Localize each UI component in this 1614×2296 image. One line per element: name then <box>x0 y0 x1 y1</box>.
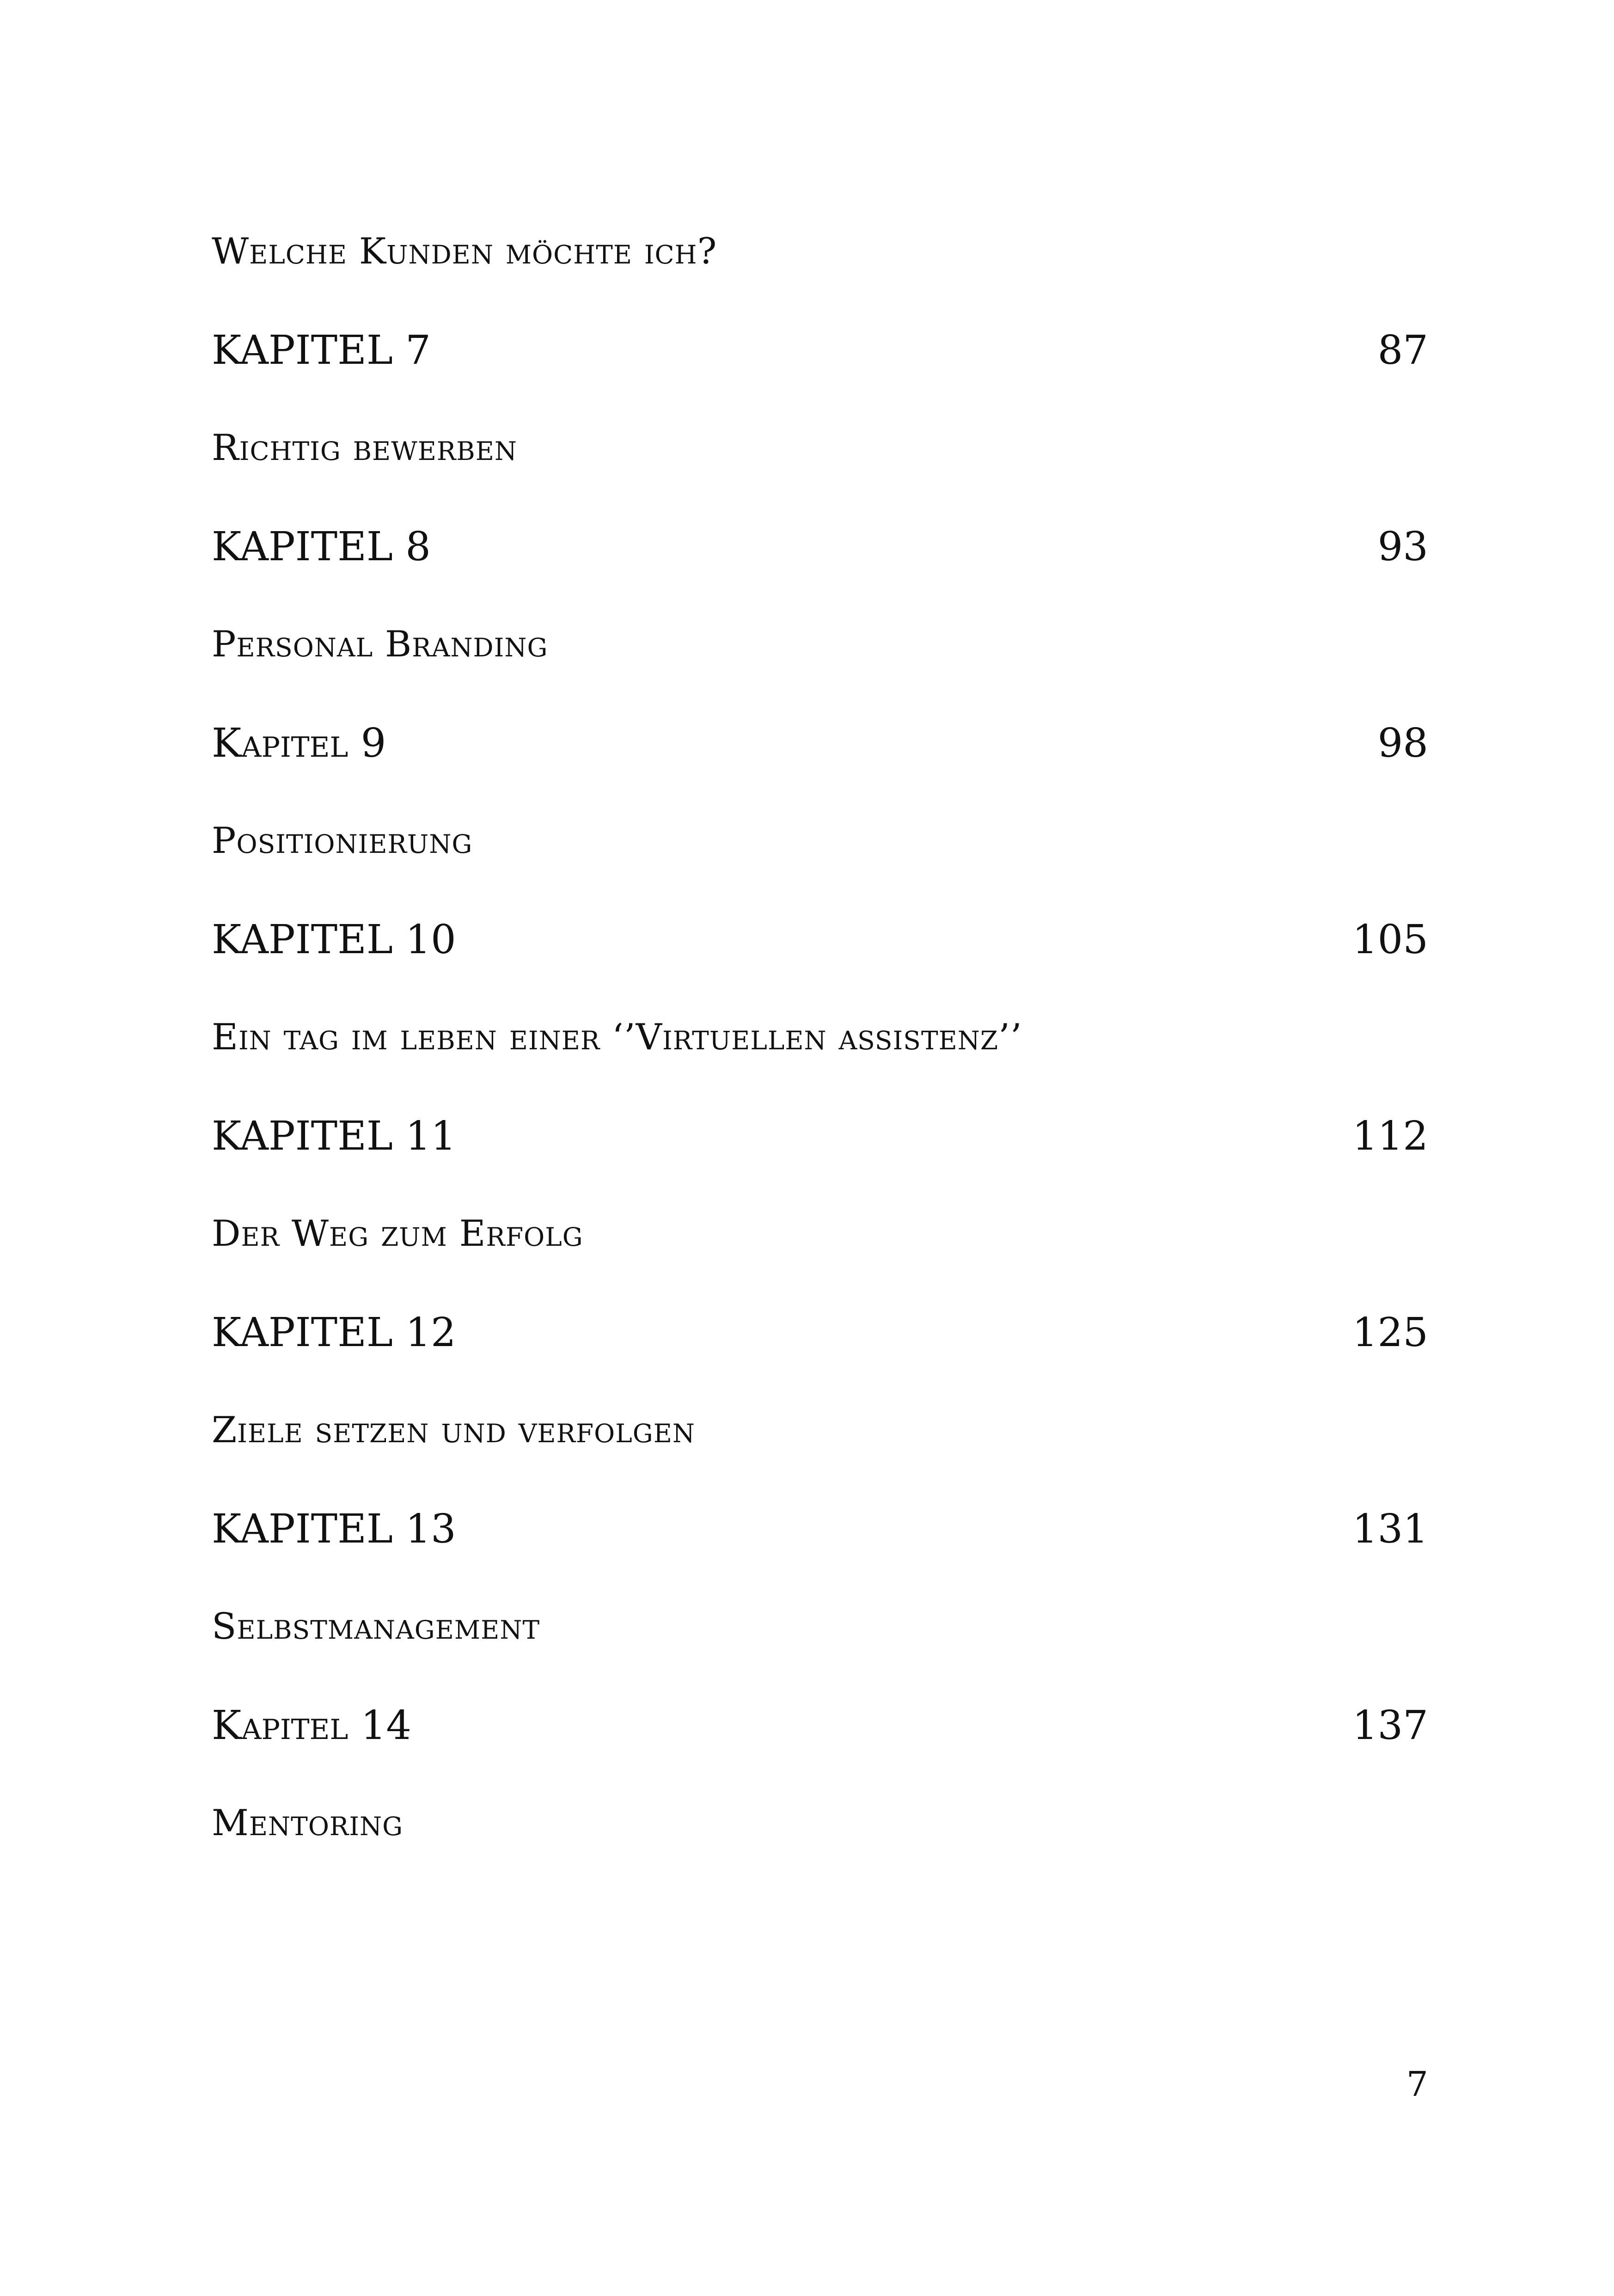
toc-page-number: 112 <box>1352 1113 1428 1159</box>
toc-subtitle-label: Richtig bewerben <box>212 427 517 469</box>
toc-subtitle-label: Positionierung <box>212 820 473 862</box>
toc-subtitle-label: Selbstmanagement <box>212 1606 540 1647</box>
toc-subtitle-label: Der Weg zum Erfolg <box>212 1213 583 1255</box>
toc-chapter-entry[interactable] <box>212 917 1428 963</box>
toc-subtitle <box>212 427 1428 469</box>
toc-chapter-entry[interactable] <box>212 720 1428 766</box>
toc-subtitle <box>212 820 1428 862</box>
toc-page-number: 105 <box>1352 917 1428 963</box>
toc-subtitle <box>212 1802 1428 1844</box>
toc-page-number: 125 <box>1352 1310 1428 1356</box>
toc-page-number: 137 <box>1352 1702 1428 1749</box>
toc-chapter-entry[interactable] <box>212 1113 1428 1159</box>
table-of-contents <box>212 0 1428 2296</box>
toc-chapter-label: KAPITEL 10 <box>212 917 456 963</box>
toc-subtitle <box>212 624 1428 665</box>
toc-page-number: 87 <box>1377 327 1428 373</box>
toc-chapter-label: Kapitel 14 <box>212 1702 412 1749</box>
toc-chapter-entry[interactable] <box>212 1702 1428 1749</box>
toc-chapter-label: Kapitel 9 <box>212 720 386 766</box>
toc-chapter-label: KAPITEL 7 <box>212 327 431 373</box>
toc-page-number: 98 <box>1377 720 1428 766</box>
toc-chapter-entry[interactable] <box>212 1506 1428 1552</box>
toc-chapter-label: KAPITEL 8 <box>212 524 431 570</box>
toc-subtitle <box>212 1409 1428 1451</box>
toc-chapter-entry[interactable] <box>212 327 1428 373</box>
toc-subtitle-label: Ziele setzen und verfolgen <box>212 1409 695 1451</box>
toc-chapter-label: KAPITEL 12 <box>212 1310 456 1356</box>
toc-subtitle-label: Mentoring <box>212 1802 404 1844</box>
toc-subtitle <box>212 231 1428 272</box>
toc-subtitle-label: Personal Branding <box>212 624 548 665</box>
toc-chapter-label: KAPITEL 13 <box>212 1506 456 1552</box>
toc-subtitle-label: Welche Kunden möchte ich? <box>212 231 717 272</box>
toc-subtitle <box>212 1016 1428 1058</box>
toc-page-number: 93 <box>1377 524 1428 570</box>
toc-chapter-entry[interactable] <box>212 1310 1428 1356</box>
page-number-footer: 7 <box>1406 2064 1428 2104</box>
toc-chapter-entry[interactable] <box>212 524 1428 570</box>
toc-subtitle <box>212 1606 1428 1647</box>
toc-chapter-label: KAPITEL 11 <box>212 1113 456 1159</box>
toc-subtitle-label: Ein tag im leben einer ‘’Virtuellen assistenz’’ <box>212 1016 1022 1058</box>
toc-subtitle <box>212 1213 1428 1255</box>
toc-page-number: 131 <box>1352 1506 1428 1552</box>
